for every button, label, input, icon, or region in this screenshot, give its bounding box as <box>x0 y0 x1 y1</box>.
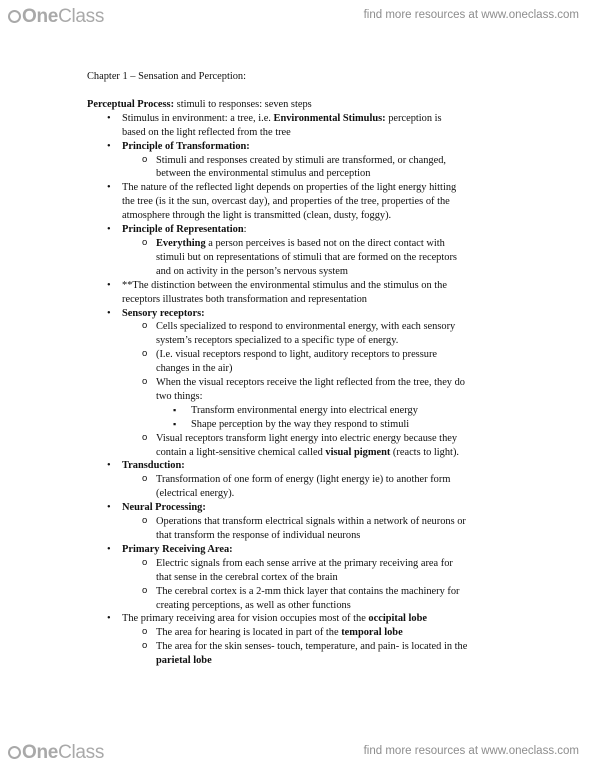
list-item-continued: parietal lobe <box>156 655 212 667</box>
list-item-continued: based on the light reflected from the tree <box>122 126 291 138</box>
logo-o-icon <box>8 10 21 23</box>
list-item: o (I.e. visual receptors respond to light, auditory receptors to pressure <box>87 348 517 362</box>
section-perceptual-process: Perceptual Process: stimuli to responses: seven steps <box>87 98 312 110</box>
list-item: o Electric signals from each sense arrive at the primary receiving area for <box>87 557 517 571</box>
logo-o-icon <box>8 746 21 759</box>
list-item-continued: that sense in the cerebral cortex of the brain <box>156 571 338 583</box>
heading-neural-processing: • Neural Processing: <box>87 501 517 515</box>
list-item-continued: receptors illustrates both transformation and representation <box>122 293 367 305</box>
heading-representation: • Principle of Representation: <box>87 223 517 237</box>
list-item-continued: that transform the response of individual neurons <box>156 530 361 541</box>
footer-resources-link[interactable]: find more resources at www.oneclass.com <box>363 745 579 757</box>
list-item: o The area for the skin senses- touch, temperature, and pain- is located in the <box>87 640 517 654</box>
page-header <box>0 0 595 34</box>
header-resources-link[interactable]: find more resources at www.oneclass.com <box>363 9 579 21</box>
list-item: o Transformation of one form of energy (light energy ie) to another form <box>87 473 517 487</box>
list-item-continued: changes in the air) <box>156 363 233 375</box>
oneclass-logo-footer[interactable]: OneClass <box>8 742 104 764</box>
oneclass-logo[interactable]: OneClass <box>8 6 104 28</box>
chapter-title: Chapter 1 – Sensation and Perception: <box>87 71 247 82</box>
list-item-continued: between the environmental stimulus and perception <box>156 168 371 180</box>
page-footer <box>0 736 595 770</box>
list-item: o Operations that transform electrical signals within a network of neurons or <box>87 515 517 529</box>
sub-list-item: ▪ Transform environmental energy into electrical energy <box>87 404 517 418</box>
list-item-continued: the tree (is it the sun, overcast day), and properties of the tree, properties of the <box>122 196 450 208</box>
list-item: o Cells specialized to respond to environmental energy, with each sensory <box>87 320 517 334</box>
heading-transduction: • Transduction: <box>87 459 517 473</box>
list-item-continued: contain a light-sensitive chemical called visual pigment (reacts to light). <box>156 446 459 458</box>
list-item: o When the visual receptors receive the light reflected from the tree, they do <box>87 376 517 390</box>
heading-transformation: • Principle of Transformation: <box>87 140 517 154</box>
list-item: • **The distinction between the environmental stimulus and the stimulus on the <box>87 279 517 293</box>
list-item: • Stimulus in environment: a tree, i.e. Environmental Stimulus: perception is <box>87 112 517 126</box>
sub-list-item: ▪ Shape perception by the way they respond to stimuli <box>87 418 517 432</box>
list-item-continued: system’s receptors specialized to a specific type of energy. <box>156 335 399 347</box>
list-item-continued: stimuli but on representations of stimuli that are formed on the receptors <box>156 251 457 263</box>
list-item: • The nature of the reflected light depends on properties of the light energy hitting <box>87 181 517 195</box>
list-item-continued: creating perceptions, as well as other functions <box>156 599 351 611</box>
list-item-continued: atmosphere through the light is transmitted (clean, dusty, foggy). <box>122 210 392 222</box>
list-item: • The primary receiving area for vision occupies most of the occipital lobe <box>87 612 517 626</box>
heading-primary-receiving-area: • Primary Receiving Area: <box>87 543 517 557</box>
list-item-continued: and on activity in the person’s nervous system <box>156 265 348 277</box>
list-item: o The cerebral cortex is a 2-mm thick layer that contains the machinery for <box>87 585 517 599</box>
list-item-continued: (electrical energy). <box>156 488 235 500</box>
list-item: o Visual receptors transform light energy into electric energy because they <box>87 432 517 446</box>
list-item: o The area for hearing is located in part of the temporal lobe <box>87 626 517 640</box>
list-item: o Everything a person perceives is based not on the direct contact with <box>87 237 517 251</box>
list-item-continued: two things: <box>156 390 203 402</box>
document-body <box>87 70 517 668</box>
list-item: o Stimuli and responses created by stimuli are transformed, or changed, <box>87 154 517 168</box>
heading-sensory-receptors: • Sensory receptors: <box>87 307 517 321</box>
